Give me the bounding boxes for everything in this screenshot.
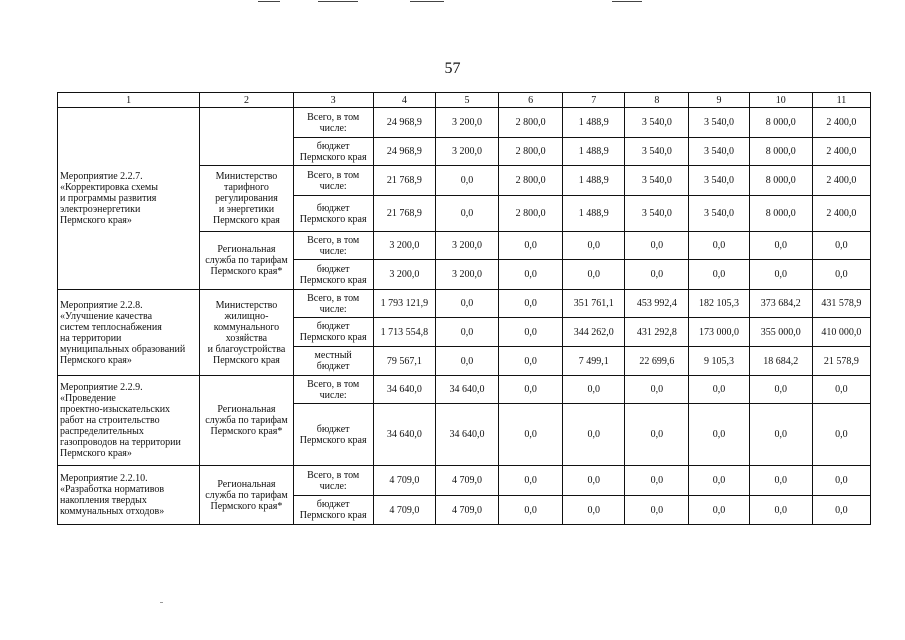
amount-cell: 3 200,0 [435,108,498,138]
funding-source-cell: Всего, в том числе: [293,166,373,196]
amount-cell: 0,0 [812,232,870,260]
funding-source-cell: Всего, в том числе: [293,232,373,260]
amount-cell: 2 400,0 [812,138,870,166]
amount-cell: 4 709,0 [373,466,435,496]
amount-cell: 0,0 [689,376,749,404]
amount-cell: 0,0 [749,232,812,260]
amount-cell: 7 499,1 [563,347,625,376]
column-number-row [58,93,871,108]
amount-cell: 3 200,0 [435,260,498,290]
column-header: 3 [293,93,373,108]
amount-cell: 1 488,9 [563,166,625,196]
event-cell: Мероприятие 2.2.8. «Улучшение качества систем теплоснабжения на территории муниципальных образований Пермского края» [58,290,200,376]
amount-cell: 0,0 [499,290,563,318]
scan-artifact [160,602,163,603]
amount-cell: 182 105,3 [689,290,749,318]
amount-cell: 0,0 [749,404,812,466]
event-cell: Мероприятие 2.2.10. «Разработка нормативов накопления твердых коммунальных отходов» [58,466,200,525]
top-edge-mark [258,1,280,2]
responsible-agency-cell: Министерство жилищно- коммунального хозяйства и благоустройства Пермского края [200,290,293,376]
amount-cell: 1 488,9 [563,196,625,232]
amount-cell: 410 000,0 [812,318,870,347]
amount-cell: 2 400,0 [812,166,870,196]
amount-cell: 2 400,0 [812,196,870,232]
column-header: 6 [499,93,563,108]
amount-cell: 0,0 [435,318,498,347]
amount-cell: 3 540,0 [625,166,689,196]
amount-cell: 0,0 [499,466,563,496]
column-header: 8 [625,93,689,108]
funding-source-cell: бюджет Пермского края [293,496,373,525]
amount-cell: 34 640,0 [435,404,498,466]
amount-cell: 34 640,0 [435,376,498,404]
amount-cell: 431 578,9 [812,290,870,318]
column-header: 4 [373,93,435,108]
amount-cell: 0,0 [563,404,625,466]
amount-cell: 22 699,6 [625,347,689,376]
amount-cell: 0,0 [435,290,498,318]
amount-cell: 0,0 [812,404,870,466]
column-header: 7 [563,93,625,108]
amount-cell: 0,0 [499,347,563,376]
amount-cell: 2 800,0 [499,196,563,232]
amount-cell: 373 684,2 [749,290,812,318]
amount-cell: 351 761,1 [563,290,625,318]
table-row [58,466,871,496]
amount-cell: 3 540,0 [625,196,689,232]
amount-cell: 24 968,9 [373,108,435,138]
amount-cell: 2 800,0 [499,138,563,166]
amount-cell: 1 488,9 [563,138,625,166]
amount-cell: 431 292,8 [625,318,689,347]
amount-cell: 0,0 [689,466,749,496]
column-header: 10 [749,93,812,108]
funding-source-cell: бюджет Пермского края [293,260,373,290]
amount-cell: 3 540,0 [689,166,749,196]
column-header: 5 [435,93,498,108]
amount-cell: 0,0 [563,232,625,260]
program-activities-table [57,92,871,525]
responsible-agency-cell: Министерство тарифного регулирования и энергетики Пермского края [200,166,293,232]
amount-cell: 0,0 [625,260,689,290]
amount-cell: 8 000,0 [749,108,812,138]
amount-cell: 0,0 [625,232,689,260]
amount-cell: 0,0 [812,496,870,525]
amount-cell: 355 000,0 [749,318,812,347]
amount-cell: 0,0 [749,496,812,525]
amount-cell: 0,0 [749,466,812,496]
top-edge-mark [318,1,358,2]
amount-cell: 344 262,0 [563,318,625,347]
column-header: 2 [200,93,293,108]
amount-cell: 0,0 [689,496,749,525]
amount-cell: 0,0 [499,404,563,466]
amount-cell: 0,0 [625,496,689,525]
amount-cell: 0,0 [689,260,749,290]
table-row [58,108,871,138]
amount-cell: 4 709,0 [435,496,498,525]
amount-cell: 21 578,9 [812,347,870,376]
amount-cell: 3 200,0 [373,260,435,290]
amount-cell: 1 793 121,9 [373,290,435,318]
amount-cell: 0,0 [435,196,498,232]
funding-source-cell: Всего, в том числе: [293,466,373,496]
amount-cell: 0,0 [563,260,625,290]
amount-cell: 0,0 [625,404,689,466]
funding-source-cell: бюджет Пермского края [293,196,373,232]
amount-cell: 0,0 [435,166,498,196]
amount-cell: 8 000,0 [749,138,812,166]
amount-cell: 79 567,1 [373,347,435,376]
page-number: 57 [444,60,461,77]
amount-cell: 453 992,4 [625,290,689,318]
funding-source-cell: бюджет Пермского края [293,404,373,466]
funding-source-cell: Всего, в том числе: [293,376,373,404]
amount-cell: 0,0 [812,376,870,404]
amount-cell: 0,0 [499,260,563,290]
amount-cell: 3 200,0 [373,232,435,260]
amount-cell: 9 105,3 [689,347,749,376]
amount-cell: 21 768,9 [373,166,435,196]
responsible-agency-cell: Региональная служба по тарифам Пермского края* [200,466,293,525]
amount-cell: 2 800,0 [499,108,563,138]
amount-cell: 0,0 [563,466,625,496]
column-header: 1 [58,93,200,108]
funding-source-cell: Всего, в том числе: [293,108,373,138]
amount-cell: 1 713 554,8 [373,318,435,347]
amount-cell: 2 800,0 [499,166,563,196]
funding-source-cell: бюджет Пермского края [293,318,373,347]
amount-cell: 0,0 [625,466,689,496]
funding-source-cell: местный бюджет [293,347,373,376]
amount-cell: 8 000,0 [749,196,812,232]
amount-cell: 0,0 [749,260,812,290]
table-row [58,376,871,404]
amount-cell: 0,0 [812,260,870,290]
table-row [58,290,871,318]
amount-cell: 0,0 [563,376,625,404]
amount-cell: 34 640,0 [373,376,435,404]
event-cell: Мероприятие 2.2.7. «Корректировка схемы и программы развития электроэнергетики Пермского края» [58,108,200,290]
responsible-agency-cell: Региональная служба по тарифам Пермского края* [200,376,293,466]
responsible-agency-cell: Региональная служба по тарифам Пермского края* [200,232,293,290]
amount-cell: 3 540,0 [625,138,689,166]
amount-cell: 0,0 [499,376,563,404]
amount-cell: 0,0 [749,376,812,404]
amount-cell: 173 000,0 [689,318,749,347]
amount-cell: 0,0 [689,404,749,466]
amount-cell: 3 540,0 [689,138,749,166]
amount-cell: 2 400,0 [812,108,870,138]
amount-cell: 0,0 [625,376,689,404]
amount-cell: 0,0 [812,466,870,496]
responsible-agency-cell [200,108,293,166]
amount-cell: 8 000,0 [749,166,812,196]
amount-cell: 18 684,2 [749,347,812,376]
amount-cell: 0,0 [689,232,749,260]
top-edge-mark [410,1,444,2]
amount-cell: 24 968,9 [373,138,435,166]
amount-cell: 0,0 [499,318,563,347]
amount-cell: 3 540,0 [689,196,749,232]
amount-cell: 0,0 [563,496,625,525]
column-header: 9 [689,93,749,108]
event-cell: Мероприятие 2.2.9. «Проведение проектно-изыскательских работ на строительство распределительных газопроводов на территории Пермского края» [58,376,200,466]
column-header: 11 [812,93,870,108]
funding-source-cell: бюджет Пермского края [293,138,373,166]
funding-source-cell: Всего, в том числе: [293,290,373,318]
amount-cell: 3 540,0 [689,108,749,138]
amount-cell: 3 200,0 [435,138,498,166]
amount-cell: 0,0 [435,347,498,376]
amount-cell: 0,0 [499,232,563,260]
amount-cell: 4 709,0 [435,466,498,496]
amount-cell: 1 488,9 [563,108,625,138]
amount-cell: 3 540,0 [625,108,689,138]
amount-cell: 4 709,0 [373,496,435,525]
amount-cell: 0,0 [499,496,563,525]
amount-cell: 34 640,0 [373,404,435,466]
amount-cell: 21 768,9 [373,196,435,232]
amount-cell: 3 200,0 [435,232,498,260]
top-edge-mark [612,1,642,2]
